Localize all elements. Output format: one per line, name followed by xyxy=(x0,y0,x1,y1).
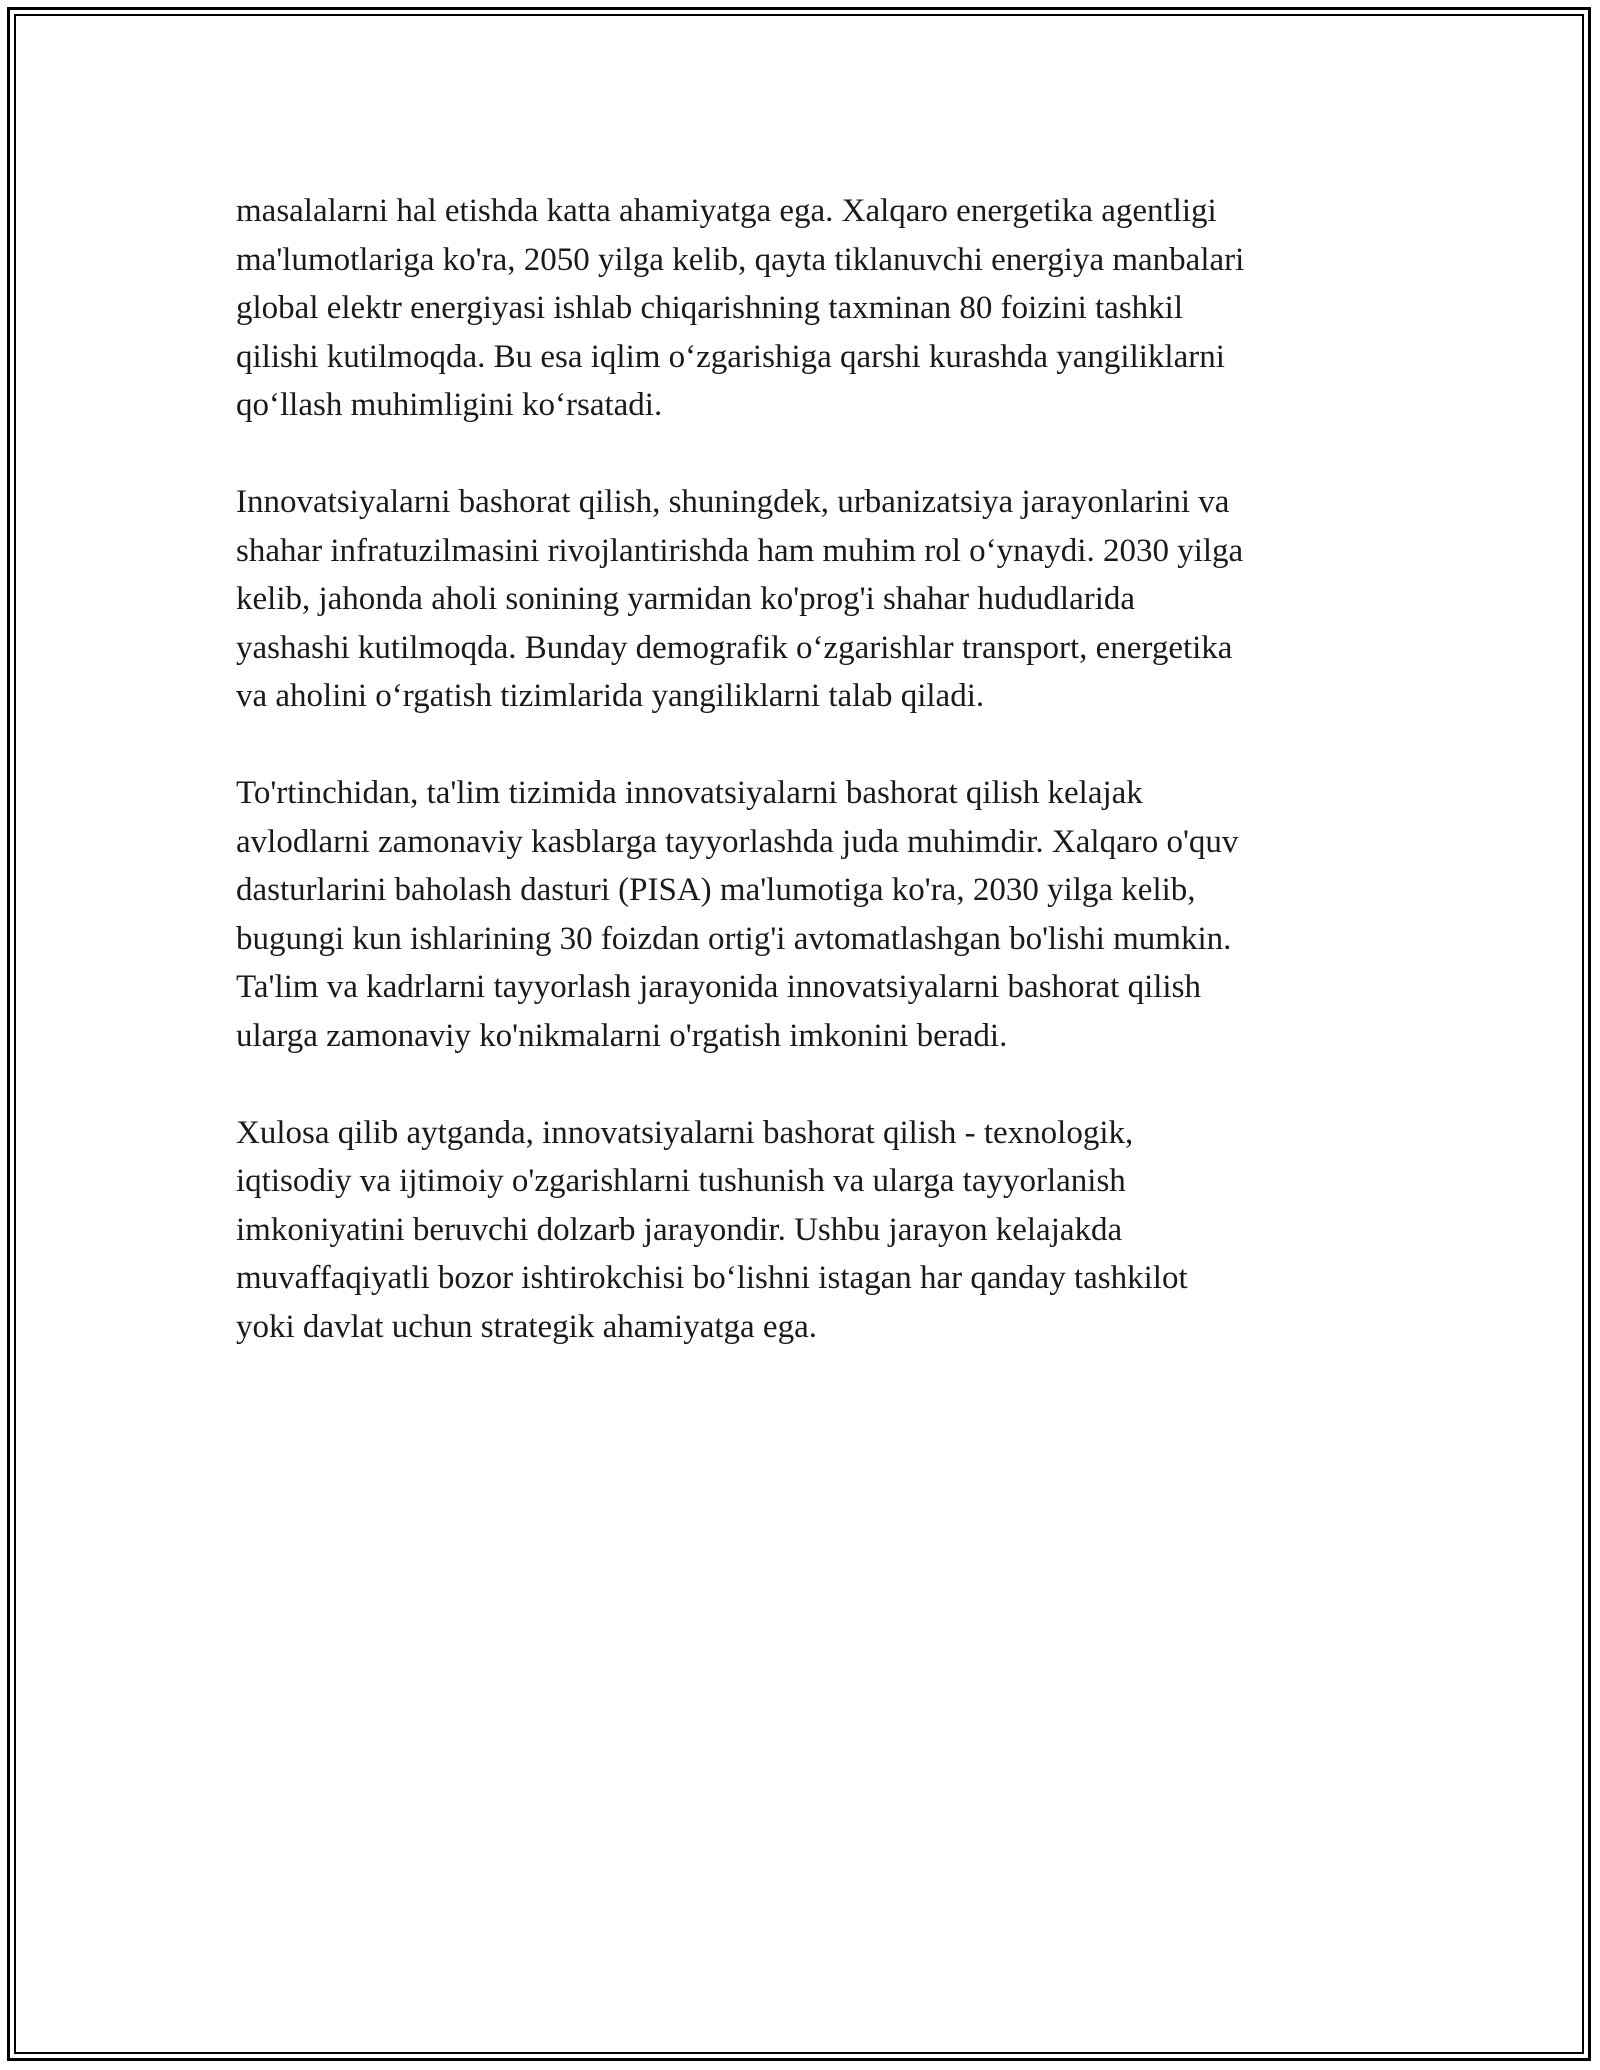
text-line: muvaffaqiyatli bozor ishtirokchisi bo‘lishni istagan har qanday tashkilot xyxy=(236,1260,1188,1296)
text-line: yoki davlat uchun strategik ahamiyatga ega. xyxy=(236,1308,817,1345)
paragraph-3 xyxy=(236,769,1366,1060)
text-line: dasturlarini baholash dasturi (PISA) ma'lumotiga ko'ra, 2030 yilga kelib, xyxy=(236,872,1196,908)
text-line: qilishi kutilmoqda. Bu esa iqlim o‘zgarishiga qarshi kurashda yangiliklarni xyxy=(236,338,1225,375)
paragraph-4 xyxy=(236,1109,1366,1352)
text-line: bugungi kun ishlarining 30 foizdan ortig'i avtomatlashgan bo'lishi mumkin. xyxy=(236,920,1232,957)
paragraph-2 xyxy=(236,478,1366,721)
text-line: qo‘llash muhimligini ko‘rsatadi. xyxy=(236,387,663,423)
text-line: masalalarni hal etishda katta ahamiyatga ega. Xalqaro energetika agentligi xyxy=(236,193,1217,229)
paragraph-1 xyxy=(236,187,1366,430)
text-line: avlodlarni zamonaviy kasblarga tayyorlashda juda muhimdir. Xalqaro o'quv xyxy=(236,823,1239,860)
text-line: shahar infratuzilmasini rivojlantirishda ham muhim rol o‘ynaydi. 2030 yilga xyxy=(236,532,1244,569)
text-line: kelib, jahonda aholi sonining yarmidan ko'prog'i shahar hududlarida xyxy=(236,581,1136,617)
text-line: ma'lumotlariga ko'ra, 2050 yilga kelib, qayta tiklanuvchi energiya manbalari xyxy=(236,241,1245,278)
text-line: Xulosa qilib aytganda, innovatsiyalarni bashorat qilish - texnologik, xyxy=(236,1114,1134,1151)
text-line: global elektr energiyasi ishlab chiqarishning taxminan 80 foizini tashkil xyxy=(236,290,1184,326)
text-line: iqtisodiy va ijtimoiy o'zgarishlarni tushunish va ularga tayyorlanish xyxy=(236,1163,1126,1199)
text-line: va aholini o‘rgatish tizimlarida yangiliklarni talab qiladi. xyxy=(236,678,985,714)
text-line: ularga zamonaviy ko'nikmalarni o'rgatish imkonini beradi. xyxy=(236,1017,1008,1054)
text-line: imkoniyatini beruvchi dolzarb jarayondir. Ushbu jarayon kelajakda xyxy=(236,1211,1123,1248)
text-line: To'rtinchidan, ta'lim tizimida innovatsiyalarni bashorat qilish kelajak xyxy=(236,775,1143,811)
text-line: Ta'lim va kadrlarni tayyorlash jarayonida innovatsiyalarni bashorat qilish xyxy=(236,969,1201,1005)
document-body xyxy=(236,187,1366,1400)
text-line: yashashi kutilmoqda. Bunday demografik o‘zgarishlar transport, energetika xyxy=(236,629,1233,666)
text-line: Innovatsiyalarni bashorat qilish, shuningdek, urbanizatsiya jarayonlarini va xyxy=(236,484,1230,520)
